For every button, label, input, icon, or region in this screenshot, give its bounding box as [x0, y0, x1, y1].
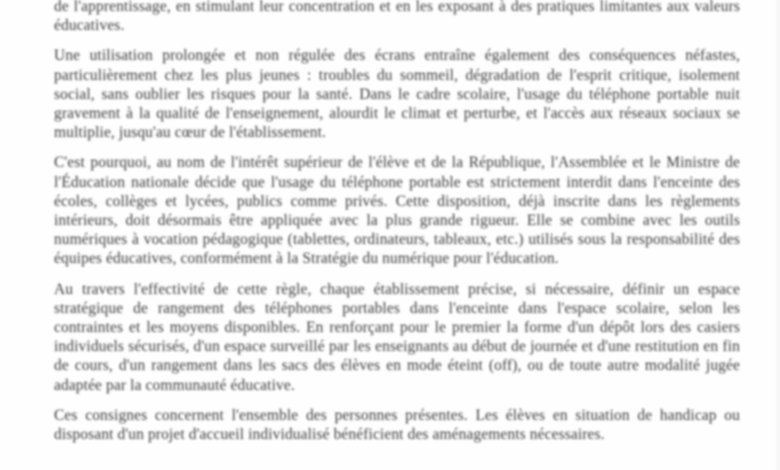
document-body — [54, 0, 740, 455]
paragraph-4: Au travers l'effectivité de cette règle, chaque établissement précise, si nécessaire, définir un espace stratégique de rangement des téléphones portables dans l'enceinte dans l'espace scolaire, selon les contraintes et les moyens disponibles. En renforçant pour le premier la forme d'un dépôt lors des casiers individuels sécurisés, d'un espace surveillé par les enseignants au début de journée et d'une restitution en fin de cours, d'un rangement dans les sacs des élèves en mode éteint (off), ou de toute autre modalité jugée adaptée par la communauté éducative. — [54, 280, 740, 394]
page-edge-shadow — [774, 0, 780, 470]
paragraph-1: de l'apprentissage, en stimulant leur concentration et en les exposant à des pratiques limitantes aux valeurs éducatives. — [54, 0, 740, 35]
paragraph-3: C'est pourquoi, au nom de l'intérêt supérieur de l'élève et de la République, l'Assemblée et le Ministre de l'Éducation nationale décide que l'usage du téléphone portable est strictement interdit dans l'enceinte des écoles, collèges et lycées, publics comme privés. Cette disposition, déjà inscrite dans les règlements intérieurs, doit désormais être appliquée avec la plus grande rigueur. Elle se combine avec les outils numériques à vocation pédagogique (tablettes, ordinateurs, tableaux, etc.) utilisés sous la responsabilité des équipes éducatives, conformément à la Stratégie du numérique pour l'éducation. — [54, 154, 740, 268]
paragraph-2: Une utilisation prolongée et non régulée des écrans entraîne également des conséquences néfastes, particulièrement chez les plus jeunes : troubles du sommeil, dégradation de l'esprit critique, isolement social, sans oublier les risques pour la santé. Dans le cadre scolaire, l'usage du téléphone portable nuit gravement à la qualité de l'enseignement, alourdit le climat et perturbe, et l'accès aux réseaux sociaux se multiplie, jusqu'au cœur de l'établissement. — [54, 47, 740, 142]
paragraph-5: Ces consignes concernent l'ensemble des personnes présentes. Les élèves en situation de handicap ou disposant d'un projet d'accueil individualisé bénéficient des aménagements nécessaires. — [54, 406, 740, 444]
